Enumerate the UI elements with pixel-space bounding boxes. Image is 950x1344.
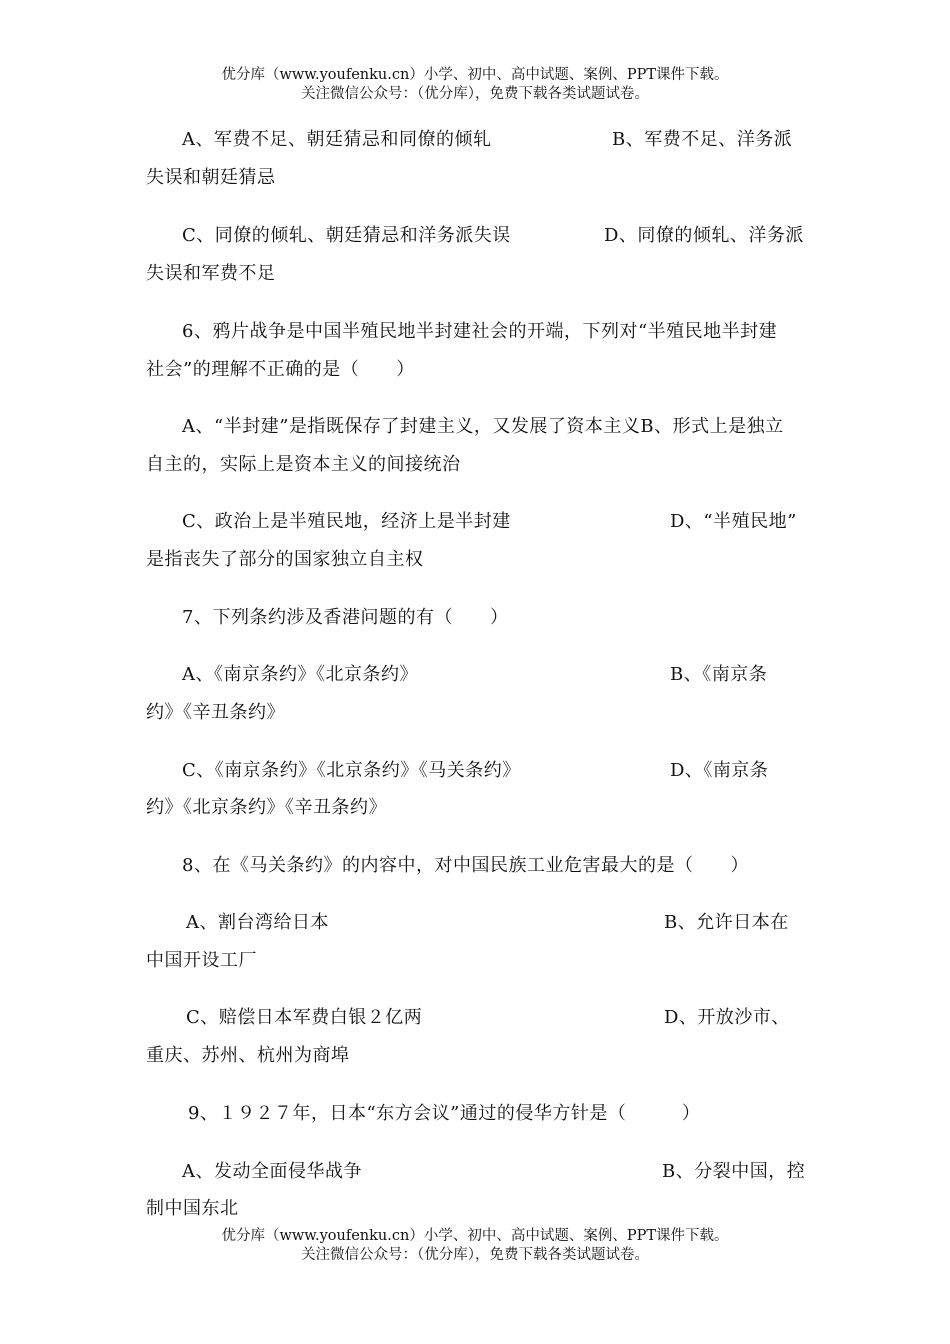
- q8-stem: 8、在《马关条约》的内容中，对中国民族工业危害最大的是（ ）: [182, 855, 749, 876]
- q5-option-c: C、同僚的倾轧、朝廷猜忌和洋务派失误: [182, 225, 511, 246]
- page-header: [0, 66, 950, 104]
- q8-option-a: A、割台湾给日本: [186, 912, 329, 933]
- q6-option-ab: A、“半封建”是指既保存了封建主义，又发展了资本主义B、形式上是独立: [182, 416, 784, 437]
- q6-option-b-cont: 自主的，实际上是资本主义的间接统治: [146, 454, 461, 475]
- q7-option-b: B、《南京条: [670, 664, 768, 685]
- q6-option-d: D、“半殖民地”: [670, 511, 797, 532]
- q8-option-d: D、开放沙市、: [664, 1007, 790, 1028]
- header-line-1: 优分库（www.youfenku.cn）小学、初中、高中试题、案例、PPT课件下载。: [221, 67, 729, 83]
- page-footer: [0, 1227, 950, 1265]
- q7-stem: 7、下列条约涉及香港问题的有（ ）: [182, 607, 509, 628]
- q8-option-b-cont: 中国开设工厂: [146, 950, 257, 971]
- q5-option-d: D、同僚的倾轧、洋务派: [604, 225, 804, 246]
- q6-option-d-cont: 是指丧失了部分的国家独立自主权: [146, 549, 424, 570]
- q5-option-d-cont: 失误和军费不足: [146, 263, 276, 284]
- q5-option-a: A、军费不足、朝廷猜忌和同僚的倾轧: [182, 129, 492, 150]
- q9-option-b-cont: 制中国东北: [146, 1198, 239, 1219]
- header-line-2: 关注微信公众号：（优分库），免费下载各类试题试卷。: [301, 86, 649, 102]
- q8-option-c: C、赔偿日本军费白银２亿两: [186, 1007, 423, 1028]
- q5-option-b: B、军费不足、洋务派: [612, 129, 793, 150]
- q8-option-b: B、允许日本在: [664, 912, 789, 933]
- q7-option-a: A、《南京条约》《北京条约》: [182, 664, 418, 685]
- q6-option-c: C、政治上是半殖民地，经济上是半封建: [182, 511, 511, 532]
- q7-option-b-cont: 约》《辛丑条约》: [146, 702, 285, 723]
- q9-stem: 9、１９２７年，日本“东方会议”通过的侵华方针是（ ）: [188, 1103, 701, 1124]
- footer-line-1: 优分库（www.youfenku.cn）小学、初中、高中试题、案例、PPT课件下载。: [221, 1228, 729, 1244]
- q6-stem-cont: 社会”的理解不正确的是（ ）: [146, 359, 415, 380]
- q9-option-a: A、发动全面侵华战争: [182, 1161, 362, 1182]
- footer-line-2: 关注微信公众号：（优分库），免费下载各类试题试卷。: [301, 1247, 649, 1263]
- q7-option-c: C、《南京条约》《北京条约》《马关条约》: [182, 760, 521, 781]
- q7-option-d-cont: 约》《北京条约》《辛丑条约》: [146, 797, 387, 818]
- q6-stem: 6、鸦片战争是中国半殖民地半封建社会的开端，下列对“半殖民地半封建: [182, 321, 778, 342]
- q8-option-d-cont: 重庆、苏州、杭州为商埠: [146, 1045, 350, 1066]
- q7-option-d: D、《南京条: [670, 760, 769, 781]
- q5-option-b-cont: 失误和朝廷猜忌: [146, 167, 276, 188]
- q9-option-b: B、分裂中国，控: [662, 1161, 806, 1182]
